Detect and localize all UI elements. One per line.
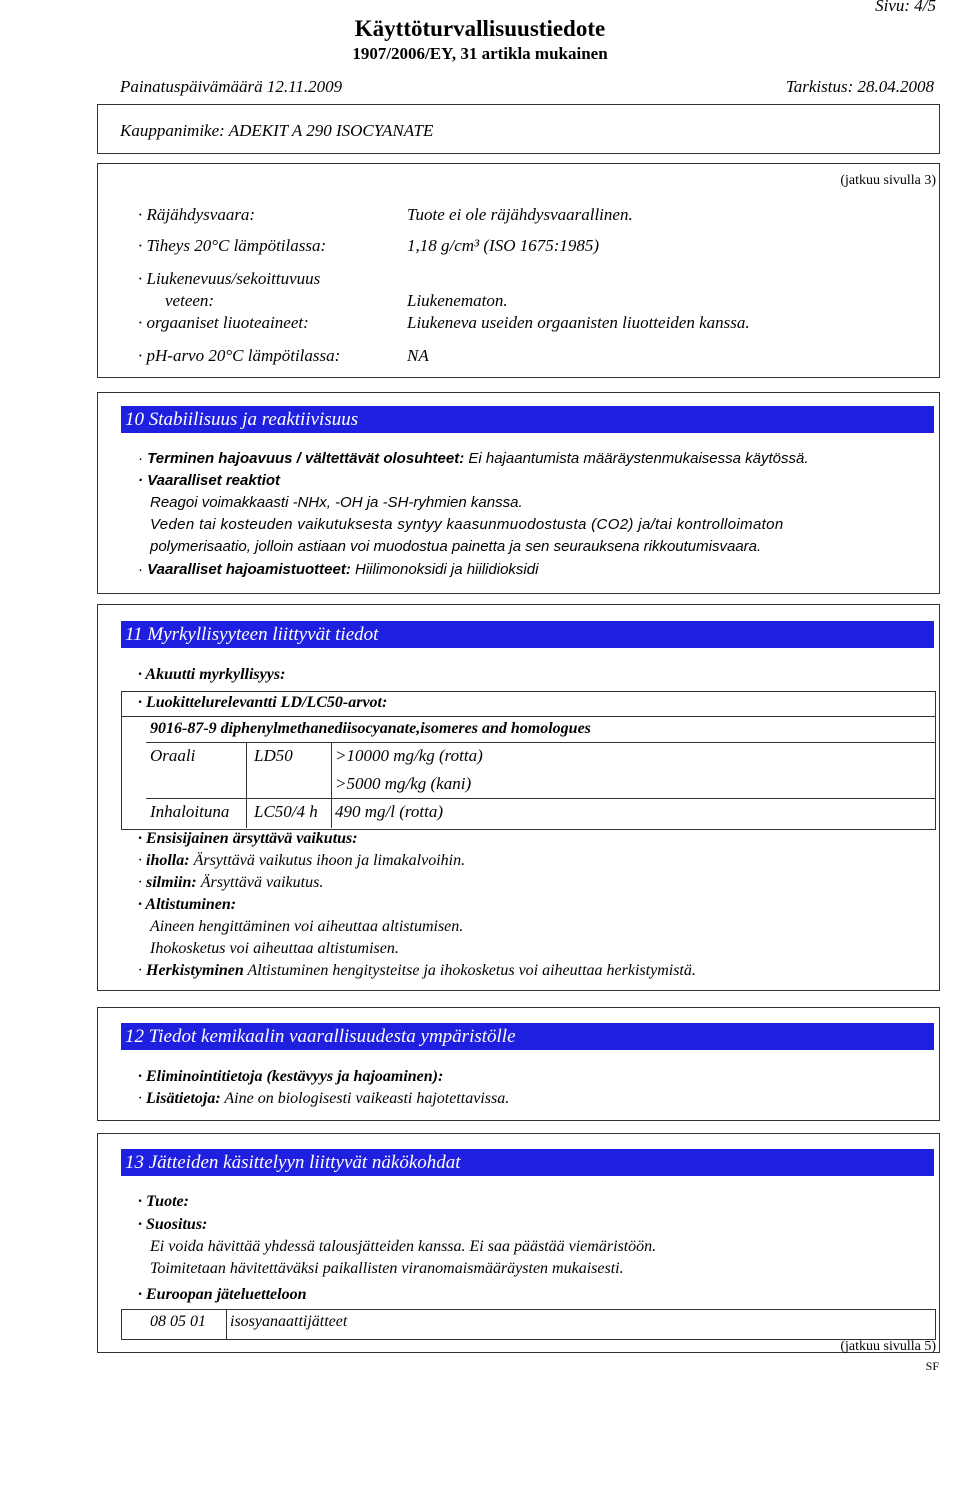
- section-13-heading: 13 Jätteiden käsittelyyn liittyvät näkökohdat: [121, 1149, 934, 1176]
- exposure-label: · Altistuminen:: [138, 896, 236, 914]
- exposure-line-2: Ihokosketus voi aiheuttaa altistumisen.: [150, 940, 399, 957]
- sensitization-value: Altistuminen hengitysteitse ja ihokosketus voi aiheuttaa herkistymistä.: [247, 962, 696, 979]
- decomposition-row: [138, 561, 538, 578]
- exposure-line-1: Aineen hengittäminen voi aiheuttaa altistumisen.: [150, 918, 464, 935]
- print-date: Painatuspäivämäärä 12.11.2009: [120, 77, 343, 96]
- eye-label: silmiin:: [146, 874, 197, 891]
- reactions-line-2: Veden tai kosteuden vaikutuksesta syntyy kaasunmuodostusta (CO2) ja/tai kontrolloimaton: [150, 516, 784, 533]
- skin-label: iholla:: [146, 852, 190, 869]
- table-cell: Oraali: [150, 746, 196, 765]
- sensitization-label: Herkistyminen: [146, 962, 244, 979]
- section-12-heading: 12 Tiedot kemikaalin vaarallisuudesta ympäristölle: [121, 1023, 934, 1050]
- ph-value: NA: [407, 346, 429, 365]
- decomposition-label: Vaaralliset hajoamistuotteet:: [147, 561, 351, 578]
- water-solubility-value: Liukenematon.: [407, 291, 508, 310]
- additional-info-row: [138, 1090, 509, 1108]
- waste-code: 08 05 01: [150, 1313, 206, 1330]
- additional-info-label: Lisätietoja:: [146, 1090, 221, 1107]
- explosion-hazard-value: Tuote ei ole räjähdysvaarallinen.: [407, 205, 633, 224]
- recommendation-line-2: Toimitetaan hävitettäväksi paikallisten viranomaismääräysten mukaisesti.: [150, 1260, 624, 1277]
- continued-from: (jatkuu sivulla 3): [840, 173, 936, 188]
- recommendation-label: · Suositus:: [138, 1216, 207, 1234]
- elimination-label: · Eliminointitietoja (kestävyys ja hajoaminen):: [138, 1068, 443, 1086]
- table-column-divider: [246, 742, 247, 828]
- table-column-divider: [331, 742, 332, 828]
- decomposition-value: Hiilimonoksidi ja hiilidioksidi: [355, 561, 539, 578]
- ph-label: · pH-arvo 20°C lämpötilassa:: [138, 346, 340, 366]
- table-divider: [146, 742, 935, 743]
- conditions-label: Terminen hajoavuus / vältettävät olosuhteet:: [147, 450, 465, 467]
- section-11-heading: 11 Myrkyllisyyteen liittyvät tiedot: [121, 621, 934, 648]
- eu-waste-list-label: · Euroopan jäteluetteloon: [138, 1286, 306, 1304]
- irritant-label: · Ensisijainen ärsyttävä vaikutus:: [138, 830, 358, 848]
- skin-value: Ärsyttävä vaikutus ihoon ja limakalvoihin.: [193, 852, 466, 869]
- table-cell: >10000 mg/kg (rotta): [335, 746, 483, 765]
- conditions-row: [138, 450, 809, 467]
- product-name: Kauppanimike: ADEKIT A 290 ISOCYANATE: [120, 121, 434, 140]
- organic-solvents-label: · orgaaniset liuoteaineet:: [138, 313, 309, 333]
- reactions-line-3: polymerisaatio, jolloin astiaan voi muodostua painetta ja sen seurauksena rikkoutumisvaara.: [150, 538, 762, 555]
- language-code: SF: [925, 1359, 939, 1373]
- section-10-heading: 10 Stabiilisuus ja reaktiivisuus: [121, 406, 934, 433]
- table-cell: 490 mg/l (rotta): [335, 802, 443, 821]
- density-value: 1,18 g/cm³ (ISO 1675:1985): [407, 236, 600, 255]
- page-number: Sivu: 4/5: [875, 0, 936, 15]
- table-column-divider: [226, 1309, 227, 1339]
- waste-name: isosyanaattijätteet: [230, 1313, 348, 1330]
- substance-name: 9016-87-9 diphenylmethanediisocyanate,isomeres and homologues: [150, 720, 591, 737]
- table-cell: LD50: [254, 746, 293, 765]
- table-cell: LC50/4 h: [254, 802, 318, 821]
- eye-row: [138, 874, 323, 892]
- revision-date: Tarkistus: 28.04.2008: [785, 77, 934, 96]
- recommendation-line-1: Ei voida hävittää yhdessä talousjätteiden kanssa. Ei saa päästää viemäristöön.: [150, 1238, 657, 1255]
- density-label: · Tiheys 20°C lämpötilassa:: [138, 236, 326, 256]
- table-divider: [146, 798, 935, 799]
- acute-toxicity-label: · Akuutti myrkyllisyys:: [138, 666, 285, 684]
- product-waste-label: · Tuote:: [138, 1193, 189, 1211]
- explosion-hazard-label: · Räjähdysvaara:: [138, 205, 255, 225]
- reactions-line-1: Reagoi voimakkaasti -NHx, -OH ja -SH-ryhmien kanssa.: [150, 494, 523, 511]
- table-divider: [121, 716, 935, 717]
- skin-row: [138, 852, 465, 870]
- continued-on: (jatkuu sivulla 5): [840, 1339, 936, 1354]
- table-cell: >5000 mg/kg (kani): [335, 774, 472, 793]
- sensitization-row: [138, 962, 696, 980]
- document-subtitle: 1907/2006/EY, 31 artikla mukainen: [352, 44, 608, 63]
- document-title: Käyttöturvallisuustiedote: [354, 16, 606, 41]
- table-cell: Inhaloituna: [150, 802, 230, 821]
- conditions-value: Ei hajaantumista määräystenmukaisessa käytössä.: [468, 450, 809, 467]
- additional-info-value: Aine on biologisesti vaikeasti hajotettavissa.: [224, 1090, 510, 1107]
- reactions-label: · Vaaralliset reaktiot: [138, 472, 280, 489]
- solubility-label: · Liukenevuus/sekoittuvuus: [138, 269, 320, 289]
- organic-solvents-value: Liukeneva useiden orgaanisten liuotteiden kanssa.: [407, 313, 750, 332]
- eye-value: Ärsyttävä vaikutus.: [200, 874, 324, 891]
- water-solubility-label: veteen:: [165, 291, 215, 310]
- ld-values-label: · Luokittelurelevantti LD/LC50-arvot:: [138, 694, 387, 712]
